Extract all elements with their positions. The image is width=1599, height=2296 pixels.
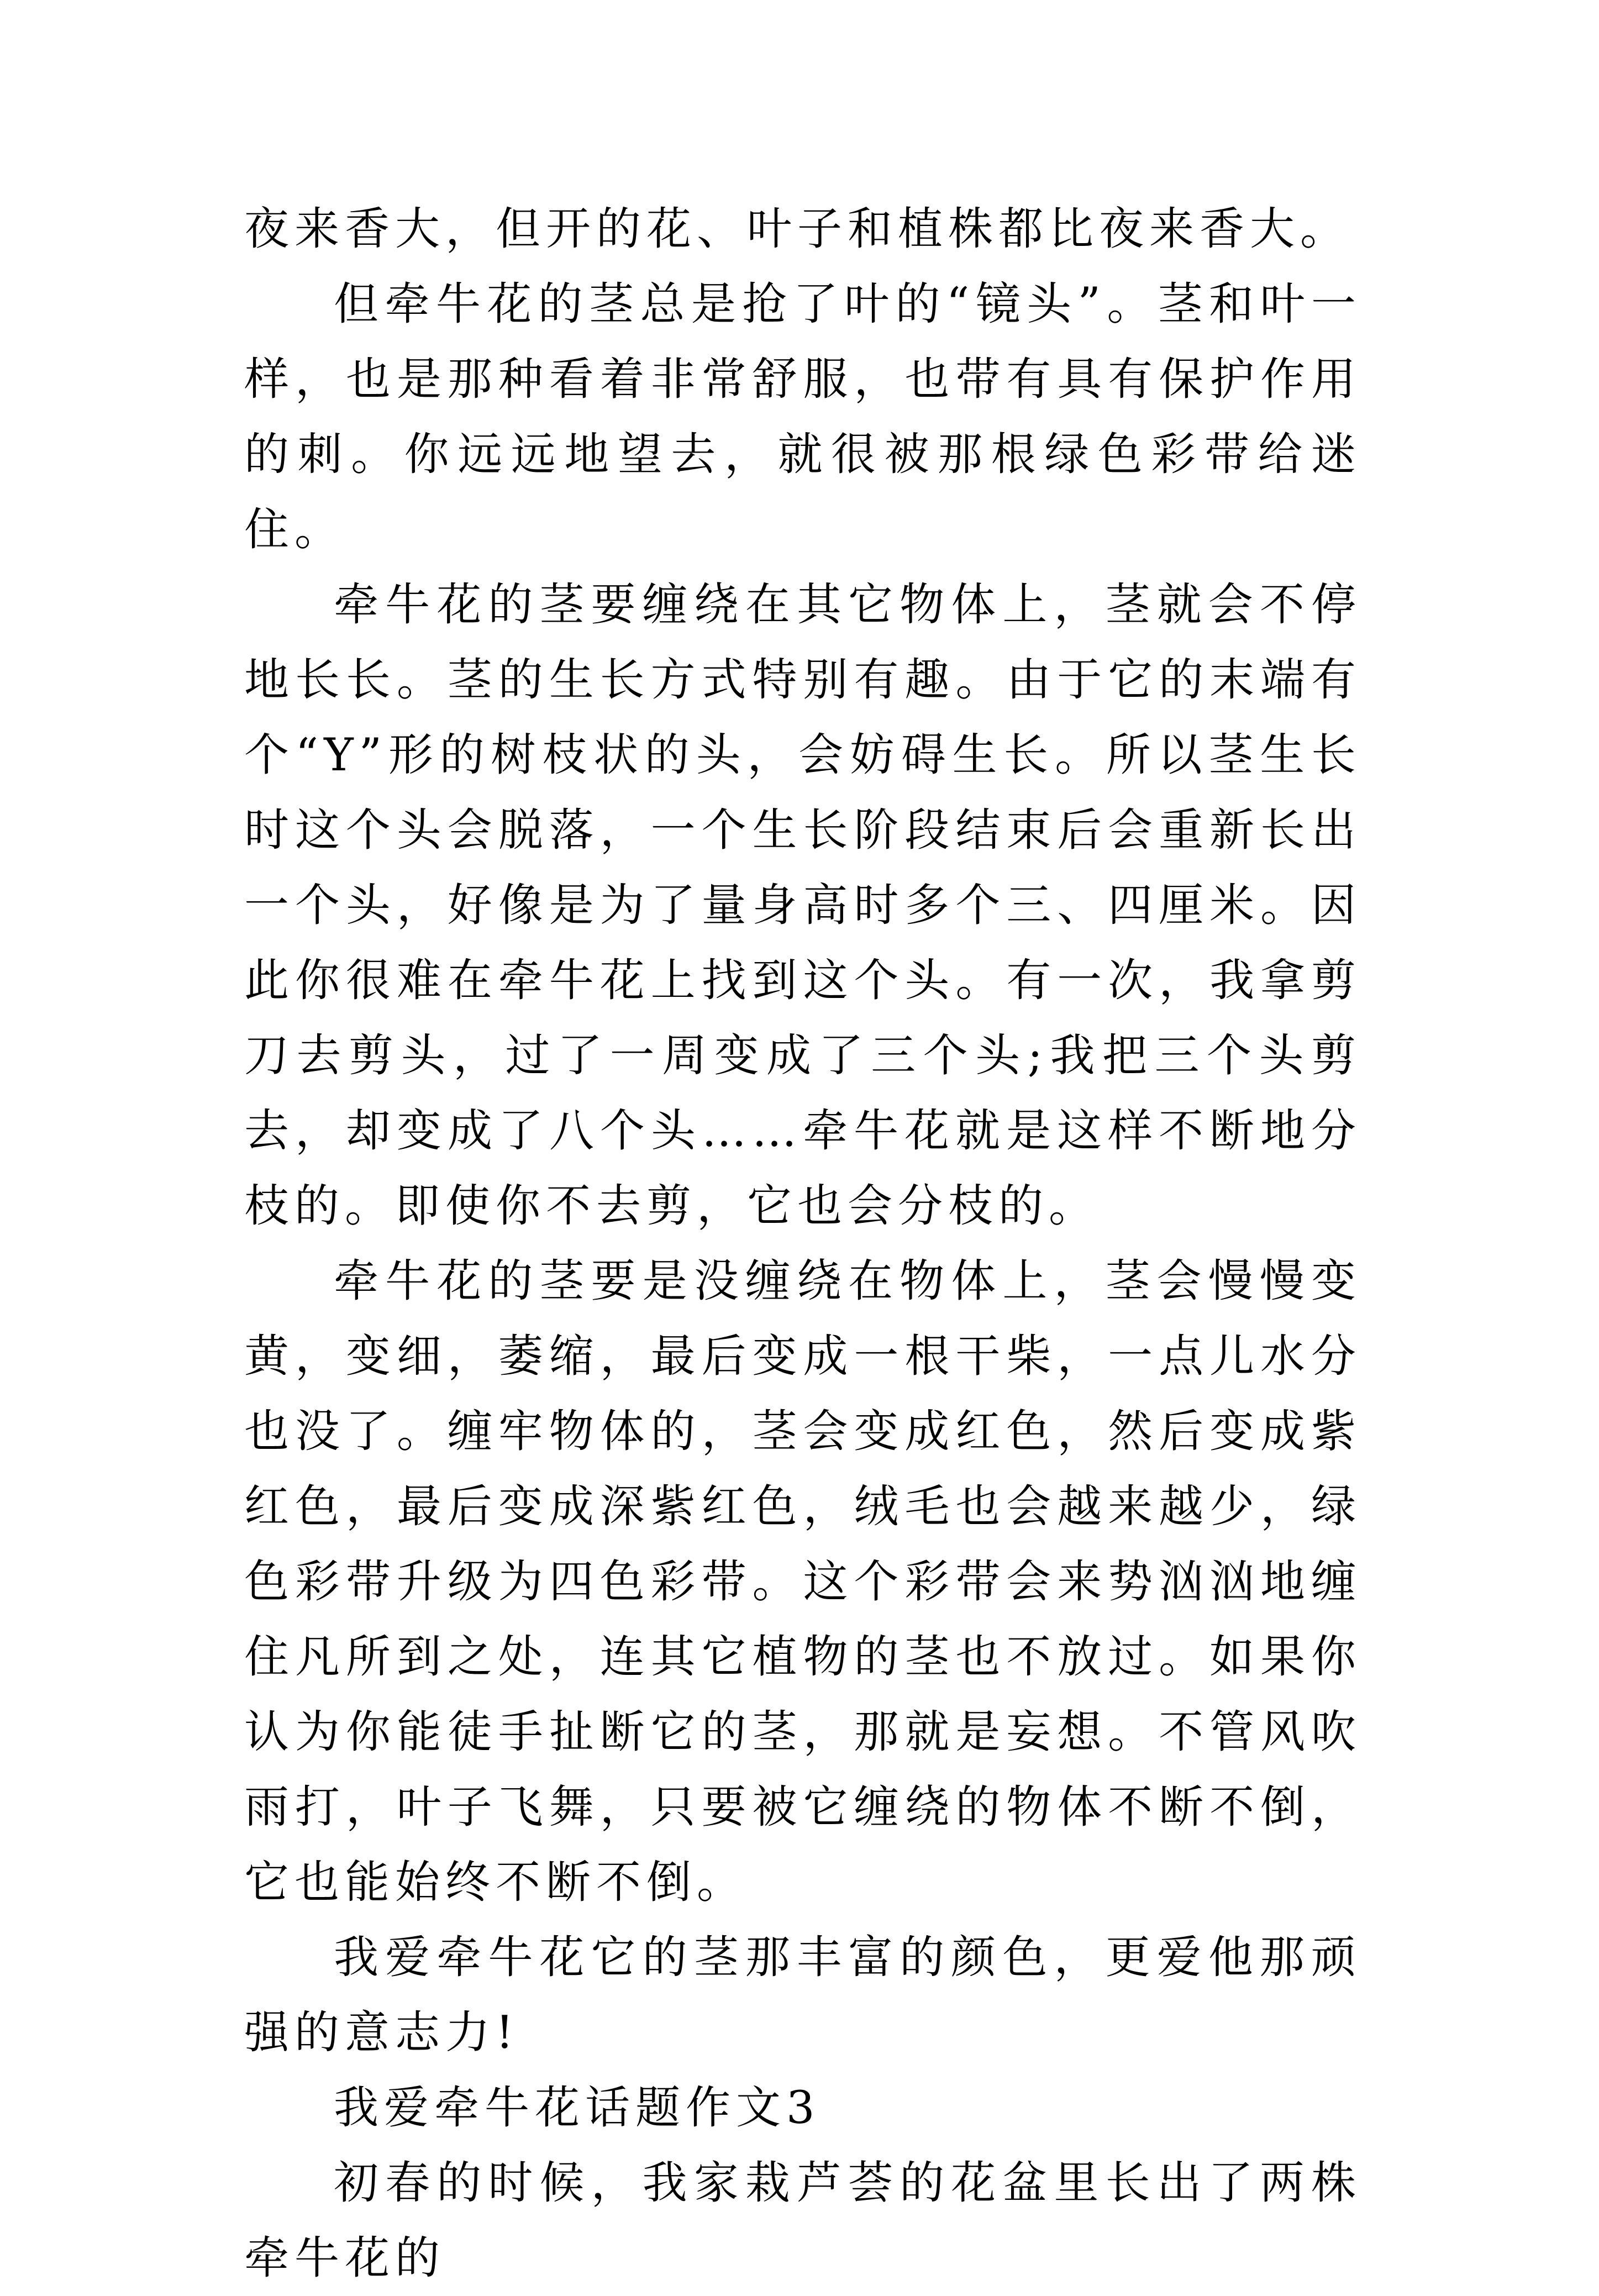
document-body xyxy=(244,192,1361,2296)
paragraph-conclusion: 我爱牵牛花它的茎那丰富的颜色，更爱他那顽强的意志力! xyxy=(244,1932,1361,2059)
paragraph-new-essay-start: 初春的时候，我家栽芦荟的花盆里长出了两株牵牛花的 xyxy=(244,2157,1361,2284)
paragraph-stem-and-leaf: 但牵牛花的茎总是抢了叶的“镜头”。茎和叶一样，也是那种看着非常舒服，也带有具有保护作用的刺。你远远地望去，就很被那根绿色彩带给迷住。 xyxy=(244,279,1361,556)
section-heading: 我爱牵牛花话题作文3 xyxy=(334,2082,820,2134)
paragraph-stem-growth: 牵牛花的茎要缠绕在其它物体上，茎就会不停地长长。茎的生长方式特别有趣。由于它的末端有个“Y”形的树枝状的头，会妨碍生长。所以茎生长时这个头会脱落，一个生长阶段结束后会重新长出一个头，好像是为了量身高时多个三、四厘米。因此你很难在牵牛花上找到这个头。有一次，我拿剪刀去剪头，过了一周变成了三个头;我把三个头剪去，却变成了八个头……牵牛花就是这样不断地分枝的。即使你不去剪，它也会分枝的。 xyxy=(244,579,1361,1232)
paragraph-continuation: 夜来香大，但开的花、叶子和植株都比夜来香大。 xyxy=(244,203,1351,255)
paragraph-stem-colors: 牵牛花的茎要是没缠绕在物体上，茎会慢慢变黄，变细，萎缩，最后变成一根干柴，一点儿水分也没了。缠牢物体的，茎会变成红色，然后变成紫红色，最后变成深紫红色，绒毛也会越来越少，绿色彩带升级为四色彩带。这个彩带会来势汹汹地缠住凡所到之处，连其它植物的茎也不放过。如果你认为你能徒手扯断它的茎，那就是妄想。不管风吹雨打，叶子飞舞，只要被它缠绕的物体不断不倒，它也能始终不断不倒。 xyxy=(244,1255,1361,1909)
